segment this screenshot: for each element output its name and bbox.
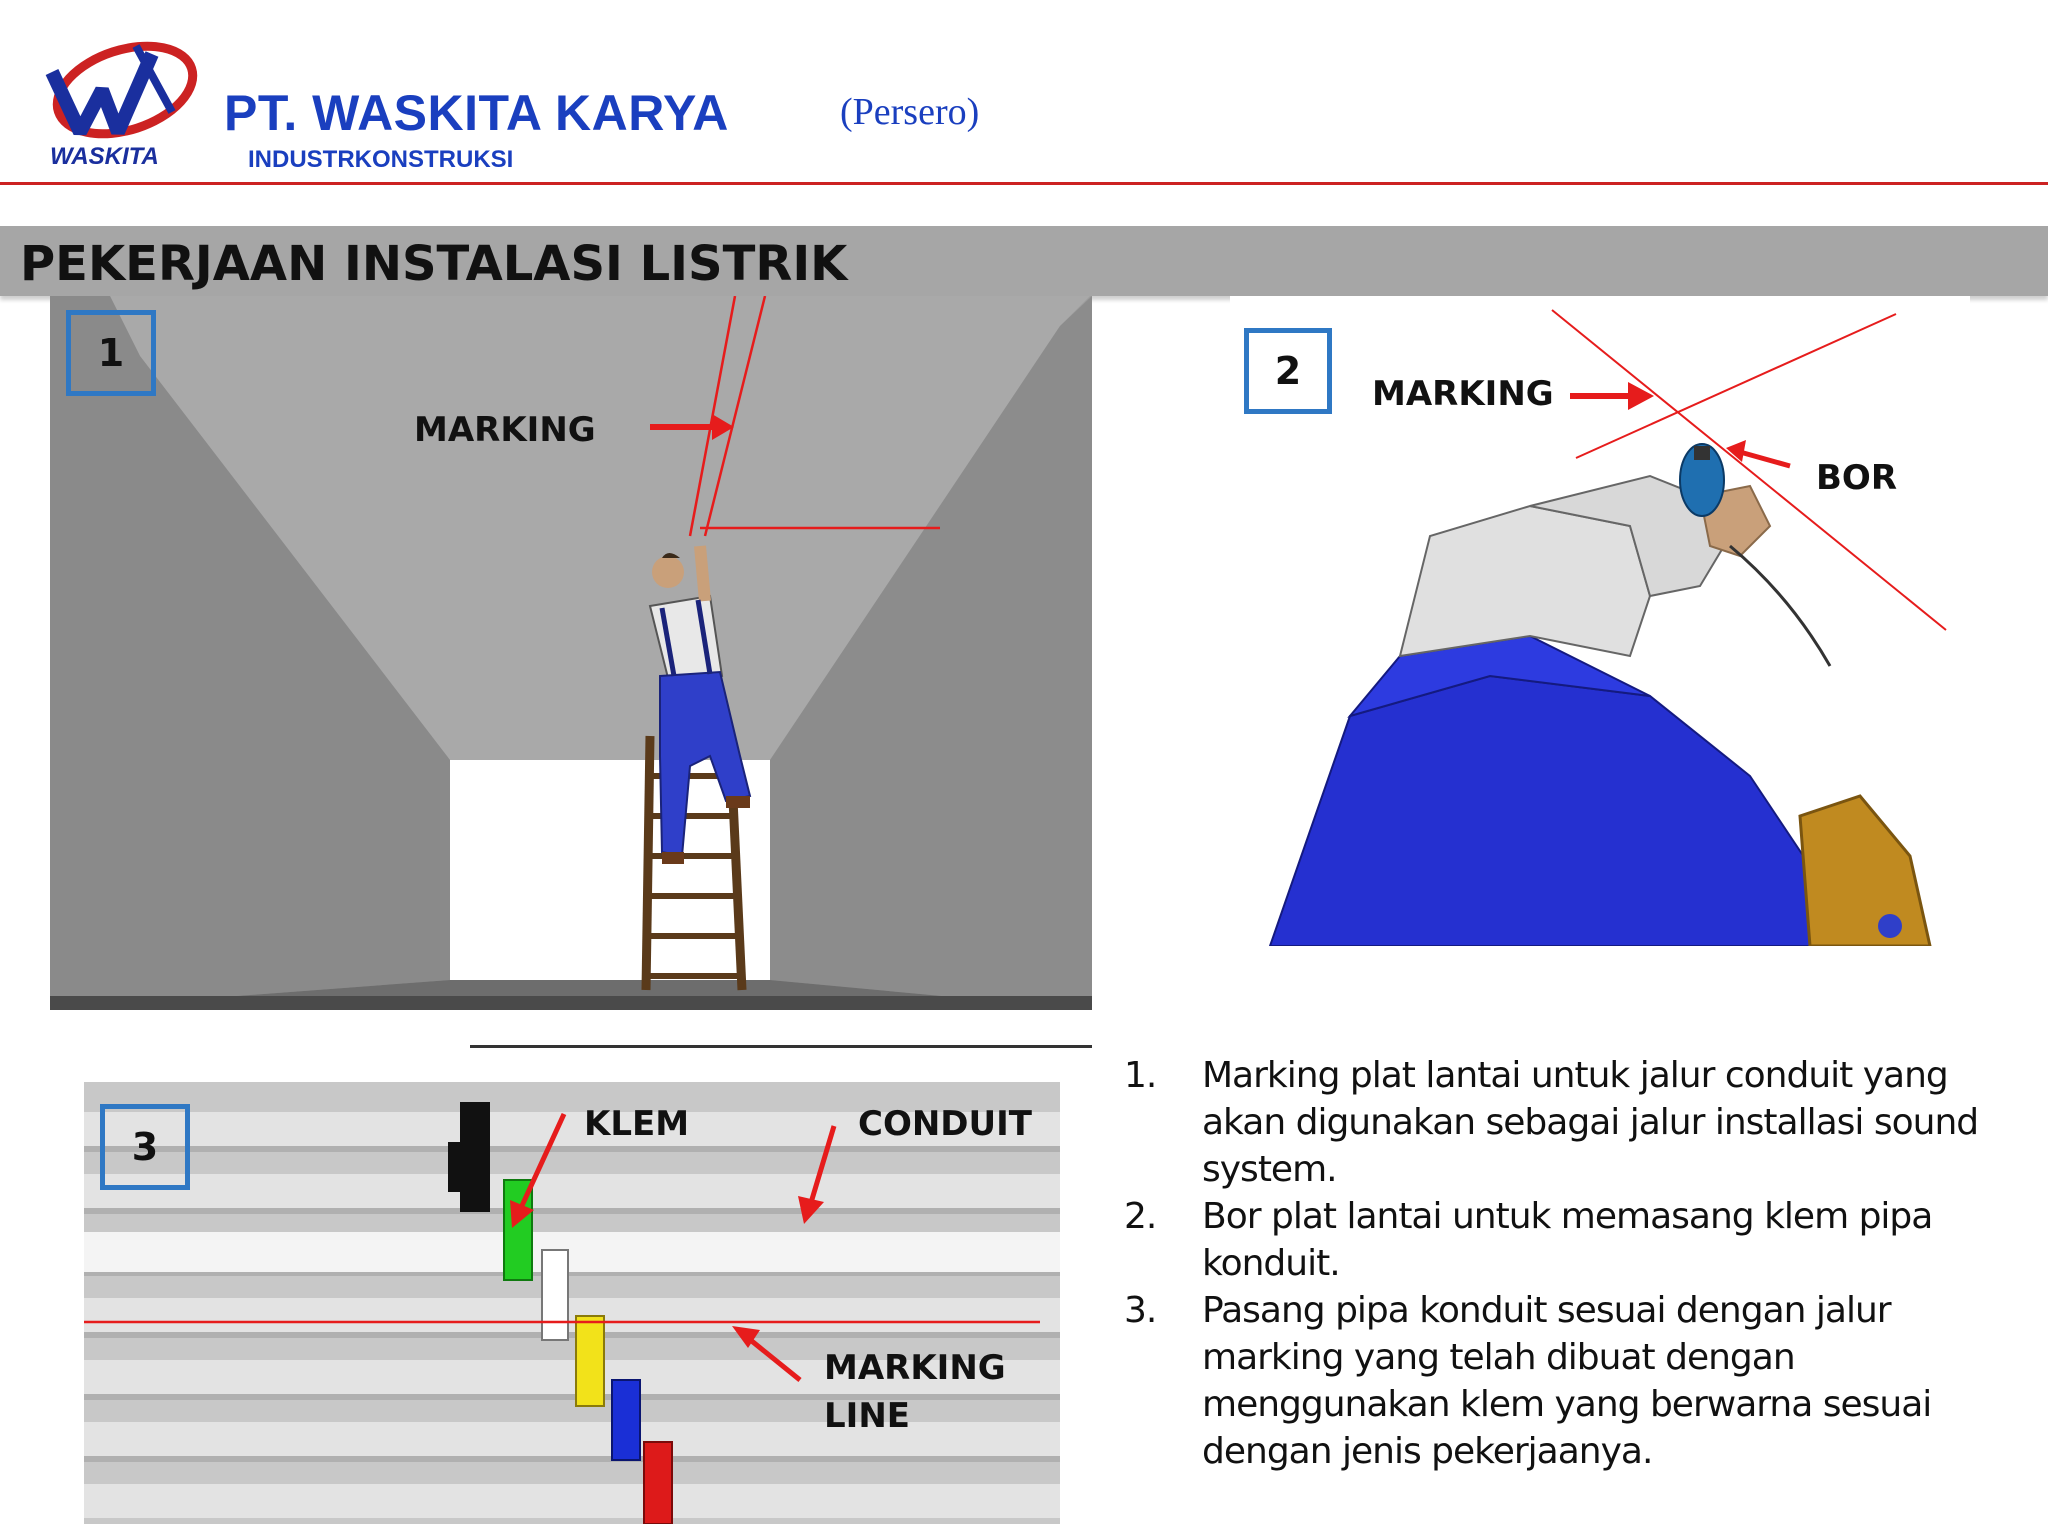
label-conduit: CONDUIT: [858, 1104, 1032, 1144]
step-item-3: [1124, 1287, 2024, 1475]
step-text-3: Pasang pipa konduit sesuai dengan jalur marking yang telah dibuat dengan menggunakan klem yang berwarna sesuai dengan jenis pekerjaanya.: [1202, 1290, 1932, 1472]
step-item-1: [1124, 1052, 2024, 1193]
slide-title: PEKERJAAN INSTALASI LISTRIK: [20, 236, 848, 292]
company-persero: (Persero): [840, 91, 980, 133]
panel-separator: [470, 1045, 1092, 1048]
step-text-2: Bor plat lantai untuk memasang klem pipa konduit.: [1202, 1196, 1933, 1284]
step-badge-3: 3: [100, 1104, 190, 1190]
company-name: PT. WASKITA KARYA: [224, 85, 729, 141]
label-marking-1: MARKING: [414, 410, 596, 450]
label-bor: BOR: [1816, 458, 1897, 498]
step-badge-1: 1: [66, 310, 156, 396]
step-badge-2: 2: [1244, 328, 1332, 414]
logo-text: WASKITA: [50, 143, 159, 170]
label-marking-2: MARKING: [1372, 374, 1554, 414]
step-number-2: 2.: [1124, 1196, 1157, 1237]
company-division: INDUSTRKONSTRUKSI: [248, 146, 514, 173]
illustration-conduit-clamps: [84, 1082, 1060, 1524]
label-marking-line-1: MARKING: [824, 1348, 1006, 1388]
illustration-drilling: [1230, 296, 1970, 946]
header-divider: [0, 182, 2048, 185]
label-klem: KLEM: [584, 1104, 690, 1144]
step-text-1: Marking plat lantai untuk jalur conduit yang akan digunakan sebagai jalur installasi sound system.: [1202, 1055, 1979, 1190]
waskita-logo: [40, 32, 210, 172]
illustration-room-marking: [50, 296, 1092, 1010]
label-marking-line-2: LINE: [824, 1396, 910, 1436]
step-number-3: 3.: [1124, 1290, 1157, 1331]
step-descriptions: [1124, 1052, 2024, 1475]
step-number-1: 1.: [1124, 1055, 1157, 1096]
step-item-2: [1124, 1193, 2024, 1287]
